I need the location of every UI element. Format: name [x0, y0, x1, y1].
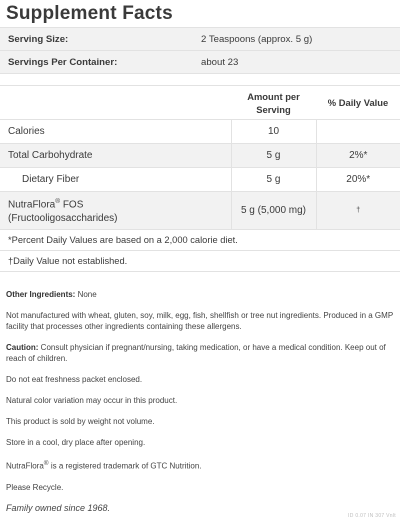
row-dv — [316, 120, 400, 144]
row-amount: 5 g — [231, 144, 316, 168]
table-row-nutraflora-fos — [0, 192, 400, 230]
footnote-not-established — [0, 251, 400, 272]
row-name: Calories — [0, 120, 231, 144]
trademark-name: NutraFlora — [6, 461, 44, 471]
servings-per-container-value: about 23 — [199, 51, 400, 74]
dagger-mark: † — [356, 207, 361, 214]
serving-size-row — [0, 28, 400, 51]
row-name — [0, 192, 231, 230]
row-dv — [316, 192, 400, 230]
watermark-text: ID 0.07 IN 307 Vnlt — [348, 513, 396, 519]
allergen-statement: Not manufactured with wheat, gluten, soy, milk, egg, fish, shellfish or tree nut ingredients. Produced in a GMP facility that processes other ingredients containing these allergens. — [6, 311, 394, 331]
serving-info-table — [0, 27, 400, 74]
row-name-line1b: FOS — [60, 199, 84, 211]
registered-mark: ® — [55, 197, 61, 205]
registered-mark: ® — [43, 460, 49, 467]
row-name: Dietary Fiber — [0, 168, 231, 192]
other-ingredients — [6, 289, 394, 300]
product-notes — [6, 289, 394, 523]
page-title: Supplement Facts — [6, 3, 173, 24]
caution-text: Consult physician if pregnant/nursing, taking medication, or have a medical condition. Keep out of reach of children. — [6, 343, 386, 363]
color-variation-note: Natural color variation may occur in this product. — [6, 396, 178, 405]
row-name-line1: NutraFlora — [8, 199, 56, 211]
row-amount: 5 g — [231, 168, 316, 192]
supplement-facts-table — [0, 85, 400, 272]
header-blank — [0, 86, 231, 120]
row-dv: 2%* — [316, 144, 400, 168]
table-row-dietary-fiber — [0, 168, 400, 192]
caution-label: Caution: — [6, 343, 39, 352]
header-amount-line1: Amount per — [247, 90, 300, 102]
row-dv: 20%* — [316, 168, 400, 192]
caution-statement — [6, 342, 394, 364]
footnote-text: *Percent Daily Values are based on a 2,000 calorie diet. — [0, 230, 400, 251]
header-amount-line2: Serving — [256, 103, 291, 115]
weight-note: This product is sold by weight not volume. — [6, 417, 155, 426]
row-amount: 10 — [231, 120, 316, 144]
header-amount — [231, 86, 316, 120]
serving-size-label: Serving Size: — [0, 28, 199, 51]
row-name: Total Carbohydrate — [0, 144, 231, 168]
storage-note: Store in a cool, dry place after opening. — [6, 438, 146, 447]
serving-size-value: 2 Teaspoons (approx. 5 g) — [199, 28, 400, 51]
row-name-line2: (Fructooligosaccharides) — [8, 213, 118, 225]
row-amount: 5 g (5,000 mg) — [231, 192, 316, 230]
servings-per-container-label: Servings Per Container: — [0, 51, 199, 74]
servings-per-container-row — [0, 51, 400, 74]
other-ingredients-label: Other Ingredients: — [6, 290, 76, 299]
freshness-packet-note: Do not eat freshness packet enclosed. — [6, 375, 143, 384]
recycle-note: Please Recycle. — [6, 482, 64, 492]
trademark-note — [6, 458, 394, 472]
table-row-calories — [0, 120, 400, 144]
footnote-text: †Daily Value not established. — [0, 251, 400, 272]
footnote-daily-values — [0, 230, 400, 251]
family-owned-note: Family owned since 1968. — [6, 502, 111, 513]
other-ingredients-value: None — [75, 290, 97, 299]
table-row-total-carbohydrate — [0, 144, 400, 168]
header-daily-value: % Daily Value — [316, 86, 400, 120]
trademark-text: is a registered trademark of GTC Nutrition. — [48, 461, 202, 471]
table-header-row — [0, 86, 400, 120]
